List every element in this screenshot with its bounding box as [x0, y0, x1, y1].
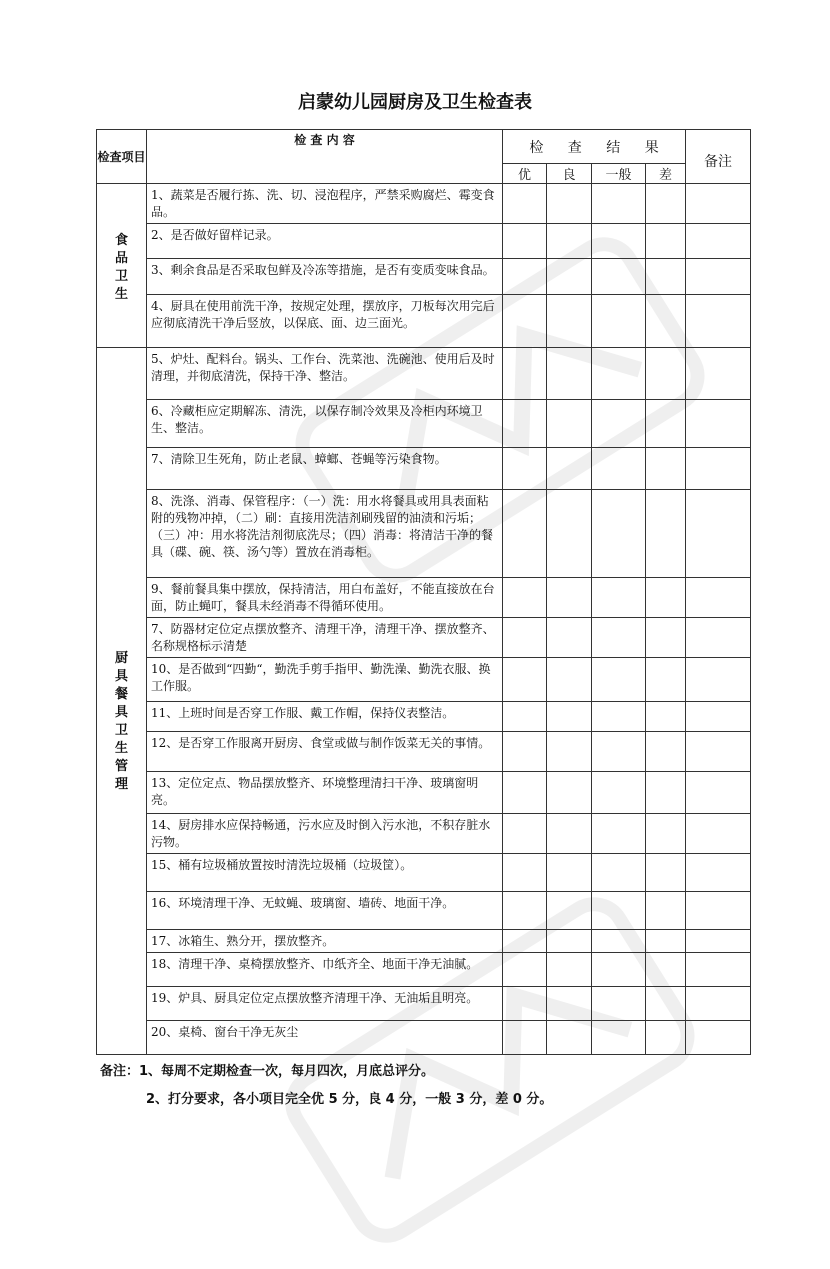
table-row	[97, 892, 751, 930]
score-cell-good[interactable]	[547, 732, 592, 772]
remark-cell[interactable]	[686, 184, 751, 224]
header-level-excellent: 优	[503, 164, 547, 184]
remark-cell[interactable]	[686, 578, 751, 618]
score-cell-good[interactable]	[547, 578, 592, 618]
item-text: 1、蔬菜是否履行拣、洗、切、浸泡程序，严禁采购腐烂、霉变食品。	[147, 184, 503, 224]
item-text: 10、是否做到“四勤“，勤洗手剪手指甲、勤洗澡、勤洗衣服、换工作服。	[147, 658, 503, 702]
item-text: 2、是否做好留样记录。	[147, 224, 503, 259]
category-char: 卫	[114, 723, 128, 738]
item-text: 15、桶有垃圾桶放置按时清洗垃圾桶（垃圾筐）。	[147, 854, 503, 892]
score-cell-excellent[interactable]	[503, 184, 547, 224]
item-text: 6、冷藏柜应定期解冻、清洗，以保存制冷效果及冷柜内环境卫生、整洁。	[147, 400, 503, 448]
item-text: 5、炉灶、配料台。锅头、工作台、洗菜池、洗碗池、使用后及时清理，并彻底清洗，保持干净、整洁。	[147, 348, 503, 400]
remark-cell[interactable]	[686, 448, 751, 490]
score-cell-poor[interactable]	[646, 953, 686, 987]
score-cell-good[interactable]	[547, 987, 592, 1021]
remark-cell[interactable]	[686, 702, 751, 732]
score-cell-poor[interactable]	[646, 259, 686, 295]
score-cell-good[interactable]	[547, 448, 592, 490]
score-cell-poor[interactable]	[646, 1021, 686, 1055]
score-cell-excellent[interactable]	[503, 578, 547, 618]
item-text: 19、炉具、厨具定位定点摆放整齐清理干净、无油垢且明亮。	[147, 987, 503, 1021]
score-cell-excellent[interactable]	[503, 259, 547, 295]
header-item: 检查项目	[97, 130, 147, 184]
remark-cell[interactable]	[686, 987, 751, 1021]
table-row	[97, 448, 751, 490]
category-char: 厨	[114, 651, 128, 666]
remark-cell[interactable]	[686, 490, 751, 578]
category-cell	[97, 184, 147, 348]
table-row	[97, 400, 751, 448]
table-row	[97, 987, 751, 1021]
score-cell-poor[interactable]	[646, 772, 686, 814]
table-row	[97, 953, 751, 987]
table-row	[97, 578, 751, 618]
score-cell-poor[interactable]	[646, 892, 686, 930]
score-cell-excellent[interactable]	[503, 814, 547, 854]
score-cell-poor[interactable]	[646, 930, 686, 953]
item-text: 11、上班时间是否穿工作服、戴工作帽，保持仪表整洁。	[147, 702, 503, 732]
score-cell-fair[interactable]	[592, 930, 646, 953]
category-char: 具	[114, 669, 128, 684]
item-text: 12、是否穿工作服离开厨房、食堂或做与制作饭菜无关的事情。	[147, 732, 503, 772]
table-row	[97, 658, 751, 702]
remark-cell[interactable]	[686, 814, 751, 854]
score-cell-excellent[interactable]	[503, 490, 547, 578]
score-cell-fair[interactable]	[592, 448, 646, 490]
score-cell-fair[interactable]	[592, 578, 646, 618]
item-text: 20、桌椅、窗台干净无灰尘	[147, 1021, 503, 1055]
inspection-table	[96, 129, 751, 1055]
item-text: 4、厨具在使用前洗干净，按规定处理，摆放序，刀板每次用完后应彻底清洗干净后竖放，以保底、面、边三面光。	[147, 295, 503, 348]
category-char: 生	[114, 741, 128, 756]
score-cell-fair[interactable]	[592, 224, 646, 259]
score-cell-fair[interactable]	[592, 892, 646, 930]
score-cell-good[interactable]	[547, 953, 592, 987]
table-row	[97, 184, 751, 224]
remark-cell[interactable]	[686, 658, 751, 702]
score-cell-excellent[interactable]	[503, 400, 547, 448]
remark-cell[interactable]	[686, 224, 751, 259]
table-row	[97, 772, 751, 814]
table-row	[97, 348, 751, 400]
score-cell-fair[interactable]	[592, 618, 646, 658]
score-cell-fair[interactable]	[592, 772, 646, 814]
score-cell-fair[interactable]	[592, 400, 646, 448]
table-row	[97, 702, 751, 732]
category-char: 具	[114, 705, 128, 720]
score-cell-poor[interactable]	[646, 295, 686, 348]
item-text: 7、清除卫生死角，防止老鼠、蟑螂、苍蝇等污染食物。	[147, 448, 503, 490]
score-cell-good[interactable]	[547, 295, 592, 348]
remark-cell[interactable]	[686, 618, 751, 658]
score-cell-poor[interactable]	[646, 618, 686, 658]
table-row	[97, 930, 751, 953]
item-text: 7、防器材定位定点摆放整齐、清理干净，清理干净、摆放整齐、名称规格标示清楚	[147, 618, 503, 658]
score-cell-fair[interactable]	[592, 953, 646, 987]
header-level-good: 良	[547, 164, 592, 184]
remark-cell[interactable]	[686, 953, 751, 987]
score-cell-poor[interactable]	[646, 732, 686, 772]
score-cell-good[interactable]	[547, 224, 592, 259]
table-row	[97, 814, 751, 854]
score-cell-fair[interactable]	[592, 814, 646, 854]
header-level-poor: 差	[646, 164, 686, 184]
score-cell-good[interactable]	[547, 1021, 592, 1055]
remark-cell[interactable]	[686, 892, 751, 930]
header-content: 检 查 内 容	[147, 130, 503, 184]
score-cell-good[interactable]	[547, 259, 592, 295]
score-cell-good[interactable]	[547, 348, 592, 400]
score-cell-fair[interactable]	[592, 1021, 646, 1055]
score-cell-good[interactable]	[547, 658, 592, 702]
score-cell-good[interactable]	[547, 184, 592, 224]
remark-cell[interactable]	[686, 772, 751, 814]
category-char: 餐	[114, 687, 128, 702]
table-row	[97, 224, 751, 259]
category-char: 卫	[114, 269, 128, 284]
item-text: 9、餐前餐具集中摆放，保持清洁，用白布盖好，不能直接放在台面，防止蝇叮，餐具未经消毒不得循环使用。	[147, 578, 503, 618]
category-char: 理	[114, 777, 128, 792]
category-cell	[97, 348, 147, 1055]
score-cell-excellent[interactable]	[503, 854, 547, 892]
header-note: 备注	[686, 130, 751, 184]
score-cell-good[interactable]	[547, 702, 592, 732]
table-row	[97, 1021, 751, 1055]
score-cell-excellent[interactable]	[503, 987, 547, 1021]
remark-cell[interactable]	[686, 348, 751, 400]
score-cell-good[interactable]	[547, 490, 592, 578]
score-cell-poor[interactable]	[646, 854, 686, 892]
score-cell-poor[interactable]	[646, 348, 686, 400]
score-cell-good[interactable]	[547, 772, 592, 814]
category-char: 生	[114, 287, 128, 302]
item-text: 14、厨房排水应保持畅通，污水应及时倒入污水池，不积存脏水污物。	[147, 814, 503, 854]
remark-cell[interactable]	[686, 732, 751, 772]
score-cell-poor[interactable]	[646, 448, 686, 490]
item-text: 16、环境清理干净、无蚊蝇、玻璃窗、墙砖、地面干净。	[147, 892, 503, 930]
score-cell-excellent[interactable]	[503, 892, 547, 930]
remark-cell[interactable]	[686, 854, 751, 892]
remark-cell[interactable]	[686, 259, 751, 295]
score-cell-good[interactable]	[547, 854, 592, 892]
score-cell-excellent[interactable]	[503, 348, 547, 400]
page-title: 启蒙幼儿园厨房及卫生检查表	[298, 92, 532, 113]
score-cell-fair[interactable]	[592, 490, 646, 578]
item-text: 3、剩余食品是否采取包鲜及冷冻等措施，是否有变质变味食品。	[147, 259, 503, 295]
score-cell-fair[interactable]	[592, 658, 646, 702]
table-row	[97, 259, 751, 295]
score-cell-excellent[interactable]	[503, 702, 547, 732]
score-cell-excellent[interactable]	[503, 732, 547, 772]
score-cell-fair[interactable]	[592, 184, 646, 224]
category-char: 管	[114, 759, 128, 774]
remark-cell[interactable]	[686, 1021, 751, 1055]
score-cell-poor[interactable]	[646, 987, 686, 1021]
score-cell-good[interactable]	[547, 814, 592, 854]
remark-cell[interactable]	[686, 400, 751, 448]
score-cell-fair[interactable]	[592, 702, 646, 732]
table-row	[97, 618, 751, 658]
score-cell-excellent[interactable]	[503, 618, 547, 658]
header-level-fair: 一般	[592, 164, 646, 184]
table-row	[97, 732, 751, 772]
score-cell-poor[interactable]	[646, 814, 686, 854]
score-cell-poor[interactable]	[646, 400, 686, 448]
score-cell-fair[interactable]	[592, 987, 646, 1021]
table-row	[97, 295, 751, 348]
score-cell-poor[interactable]	[646, 184, 686, 224]
score-cell-good[interactable]	[547, 400, 592, 448]
item-text: 8、洗涤、消毒、保管程序：（一）洗：用水将餐具或用具表面粘附的残物冲掉，（二）刷：直接用洗洁剂刷残留的油渍和污垢；（三）冲：用水将洗洁剂彻底洗尽；（四）消毒：将清洁干净的餐具（碟、碗、筷、汤勺等）置放在消毒柜。	[147, 490, 503, 578]
score-cell-excellent[interactable]	[503, 772, 547, 814]
score-cell-fair[interactable]	[592, 259, 646, 295]
score-cell-fair[interactable]	[592, 348, 646, 400]
footnote-line-2: 2、打分要求，各小项目完全优 5 分，良 4 分，一般 3 分，差 0 分。	[146, 1092, 553, 1107]
score-cell-excellent[interactable]	[503, 224, 547, 259]
item-text: 17、冰箱生、熟分开，摆放整齐。	[147, 930, 503, 953]
score-cell-excellent[interactable]	[503, 930, 547, 953]
score-cell-good[interactable]	[547, 618, 592, 658]
category-char: 品	[114, 251, 128, 266]
table-row	[97, 854, 751, 892]
score-cell-good[interactable]	[547, 892, 592, 930]
category-char: 食	[114, 233, 128, 248]
score-cell-poor[interactable]	[646, 490, 686, 578]
score-cell-excellent[interactable]	[503, 448, 547, 490]
remark-cell[interactable]	[686, 295, 751, 348]
score-cell-excellent[interactable]	[503, 295, 547, 348]
score-cell-poor[interactable]	[646, 578, 686, 618]
item-text: 13、定位定点、物品摆放整齐、环境整理清扫干净、玻璃窗明亮。	[147, 772, 503, 814]
footnote	[100, 1058, 552, 1114]
remark-cell[interactable]	[686, 930, 751, 953]
score-cell-fair[interactable]	[592, 854, 646, 892]
header-result: 检 查 结 果	[503, 130, 686, 164]
score-cell-poor[interactable]	[646, 224, 686, 259]
score-cell-poor[interactable]	[646, 702, 686, 732]
score-cell-poor[interactable]	[646, 658, 686, 702]
score-cell-excellent[interactable]	[503, 658, 547, 702]
score-cell-excellent[interactable]	[503, 1021, 547, 1055]
table-row	[97, 490, 751, 578]
item-text: 18、清理干净、桌椅摆放整齐、巾纸齐全、地面干净无油腻。	[147, 953, 503, 987]
footnote-line-1: 备注：1、每周不定期检查一次，每月四次，月底总评分。	[100, 1064, 435, 1079]
score-cell-fair[interactable]	[592, 732, 646, 772]
score-cell-good[interactable]	[547, 930, 592, 953]
score-cell-fair[interactable]	[592, 295, 646, 348]
score-cell-excellent[interactable]	[503, 953, 547, 987]
